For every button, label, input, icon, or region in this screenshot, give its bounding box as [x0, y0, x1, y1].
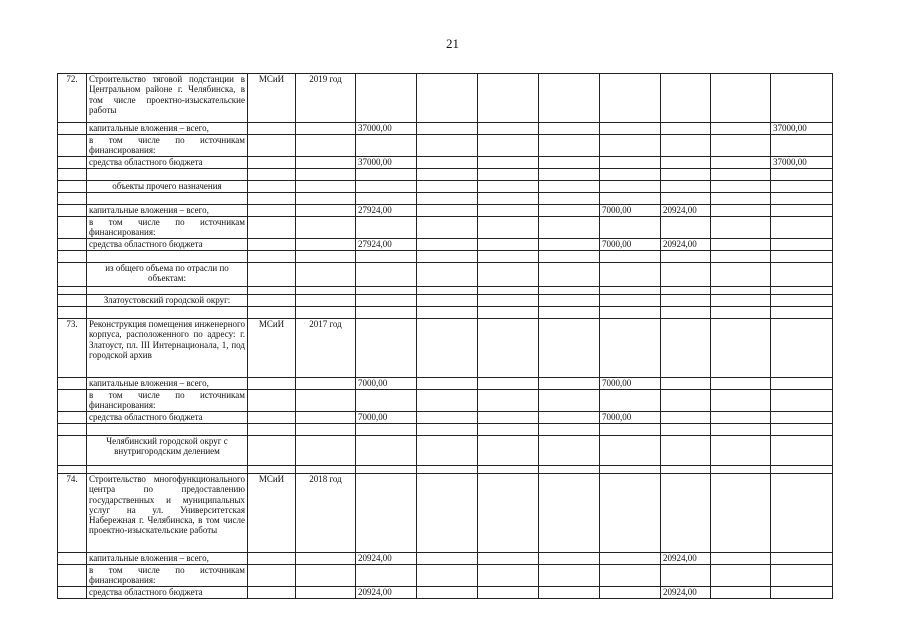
item-number: 72. — [58, 74, 87, 123]
capital-label: капитальные вложения – всего, — [87, 553, 248, 565]
capital-label: капитальные вложения – всего, — [87, 123, 248, 135]
page-number: 21 — [446, 36, 459, 51]
table-row — [58, 239, 833, 251]
table-row — [58, 390, 833, 412]
table-row — [58, 553, 833, 565]
capital-total: 20924,00 — [356, 553, 417, 565]
regional-label: средства областного бюджета — [87, 157, 248, 169]
regional-value: 20924,00 — [661, 239, 711, 251]
item-executor: МСиИ — [248, 474, 296, 553]
capital-value: 7000,00 — [600, 205, 661, 217]
item-title: Строительство тяговой подстанции в Центральном районе г. Челябинска, в том числе проектно-изыскательские работы — [87, 74, 248, 123]
capital-total: 7000,00 — [356, 378, 417, 390]
regional-value: 7000,00 — [600, 412, 661, 424]
table-row — [58, 169, 833, 181]
table-row — [58, 205, 833, 217]
table-row — [58, 466, 833, 474]
capital-value: 20924,00 — [661, 553, 711, 565]
table-row — [58, 378, 833, 390]
regional-total: 20924,00 — [356, 587, 417, 599]
table-row — [58, 412, 833, 424]
table-row — [58, 587, 833, 599]
table-row — [58, 193, 833, 205]
item-number: 73. — [58, 319, 87, 378]
item-number: 74. — [58, 474, 87, 553]
table-row — [58, 319, 833, 378]
including-label: в том числе по источникам финансирования: — [87, 390, 248, 412]
table-row — [58, 74, 833, 123]
capital-total: 27924,00 — [356, 205, 417, 217]
table-row — [58, 181, 833, 193]
budget-table — [57, 73, 833, 599]
regional-label: средства областного бюджета — [87, 239, 248, 251]
regional-label: средства областного бюджета — [87, 412, 248, 424]
table-row — [58, 135, 833, 157]
table-row — [58, 157, 833, 169]
capital-label: капитальные вложения – всего, — [87, 205, 248, 217]
item-executor: МСиИ — [248, 319, 296, 378]
item-year: 2017 год — [296, 319, 356, 378]
table-row — [58, 287, 833, 295]
table-row — [58, 474, 833, 553]
item-year: 2018 год — [296, 474, 356, 553]
regional-total: 7000,00 — [356, 412, 417, 424]
regional-value: 20924,00 — [661, 587, 711, 599]
including-label: в том числе по источникам финансирования: — [87, 565, 248, 587]
table-row — [58, 295, 833, 307]
table-row — [58, 251, 833, 263]
table-row — [58, 565, 833, 587]
regional-value: 37000,00 — [771, 157, 833, 169]
table-row — [58, 217, 833, 239]
item-executor: МСиИ — [248, 74, 296, 123]
table-row — [58, 436, 833, 466]
capital-total: 37000,00 — [356, 123, 417, 135]
capital-value: 20924,00 — [661, 205, 711, 217]
section-heading: из общего объема по отрасли по объектам: — [87, 263, 248, 287]
section-heading: Челябинский городской округ с внутригородским делением — [87, 436, 248, 466]
regional-label: средства областного бюджета — [87, 587, 248, 599]
item-title: Реконструкция помещения инженерного корпуса, расположенного по адресу: г. Златоуст, пл. III Интернационала, 1, под городской архив — [87, 319, 248, 378]
table-row — [58, 123, 833, 135]
regional-value: 7000,00 — [600, 239, 661, 251]
capital-label: капитальные вложения – всего, — [87, 378, 248, 390]
item-year: 2019 год — [296, 74, 356, 123]
capital-value: 7000,00 — [600, 378, 661, 390]
table-row — [58, 263, 833, 287]
including-label: в том числе по источникам финансирования: — [87, 217, 248, 239]
section-heading: Златоустовский городской округ: — [87, 295, 248, 307]
table-row — [58, 424, 833, 436]
section-heading: объекты прочего назначения — [87, 181, 248, 193]
item-title: Строительство многофункционального центра по предоставлению государственных и муниципальных услуг на ул. Университетская Набережная г. Челябинска, в том числе проектно-изыскательские работы — [87, 474, 248, 553]
capital-value: 37000,00 — [771, 123, 833, 135]
including-label: в том числе по источникам финансирования: — [87, 135, 248, 157]
regional-total: 37000,00 — [356, 157, 417, 169]
regional-total: 27924,00 — [356, 239, 417, 251]
table-row — [58, 307, 833, 319]
